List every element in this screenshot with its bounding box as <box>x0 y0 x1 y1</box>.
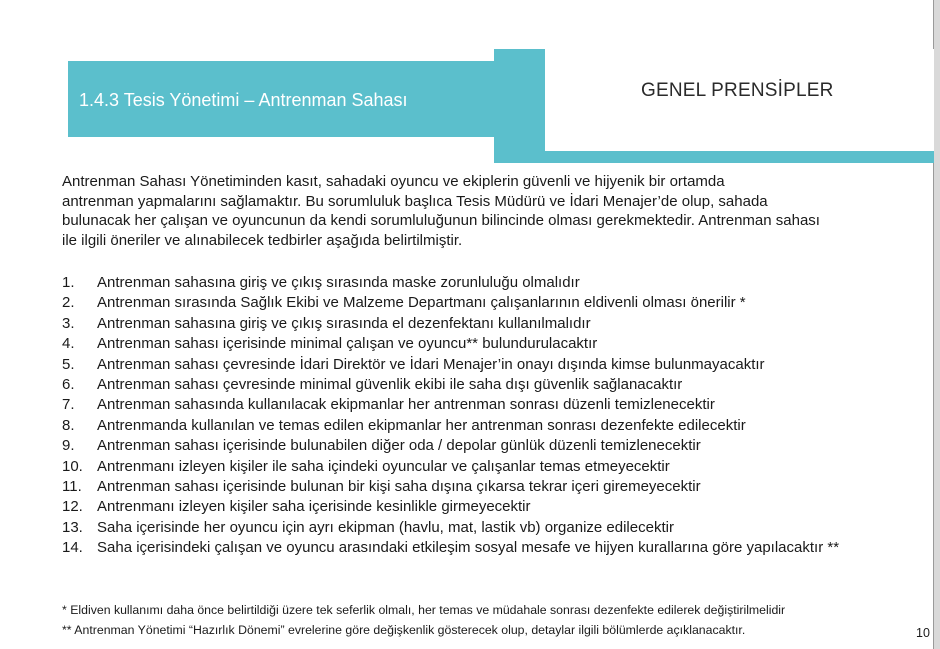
list-item-text: Antrenman sahası çevresinde İdari Direktör ve İdari Menajer’in onayı dışında kimse bulunmayacaktır <box>97 355 765 373</box>
list-item-number: 1. <box>62 274 75 291</box>
chapter-number: 1 <box>572 93 593 134</box>
list-item-text: Antrenmanda kullanılan ve temas edilen ekipmanlar her antrenman sonrası dezenfekte edilecektir <box>97 416 746 434</box>
footnote: ** Antrenman Yönetimi “Hazırlık Dönemi” evrelerine göre değişkenlik gösterecek olup, detaylar ilgili bölümlerde açıklanacaktır. <box>62 623 746 637</box>
intro-line: Antrenman Sahası Yönetiminden kasıt, sahadaki oyuncu ve ekiplerin güvenli ve hijyenik bir ortamda <box>62 173 725 190</box>
intro-line: ile ilgili öneriler ve alınabilecek tedbirler aşağıda belirtilmiştir. <box>62 231 463 249</box>
list-item-text: Antrenman sahasına giriş ve çıkış sırasında maske zorunluluğu olmalıdır <box>97 274 580 291</box>
footnotes <box>62 600 934 640</box>
list-item-number: 5. <box>62 355 75 373</box>
list-item <box>62 273 932 293</box>
list-item-number: 2. <box>62 294 75 312</box>
list-item-number: 10. <box>62 457 83 475</box>
list-item-number: 13. <box>62 518 83 536</box>
list-item-text: Antrenman sahası içerisinde bulunabilen diğer oda / depolar günlük düzenli temizlenecektir <box>97 437 701 455</box>
intro-line: bulunacak her çalışan ve oyuncunun da kendi sorumluluğunun bilincinde olması gerekmektedir. Antrenman sahası <box>62 212 820 229</box>
list-item-number: 12. <box>62 498 83 516</box>
list-item <box>62 355 932 375</box>
list-item-text: Antrenman sahası içerisinde bulunan bir kişi saha dışına çıkarsa tekrar içeri giremeyecektir <box>97 477 701 495</box>
list-item-number: 9. <box>62 437 75 455</box>
list-item <box>62 334 932 354</box>
list-item-text: Saha içerisinde her oyuncu için ayrı ekipman (havlu, mat, lastik vb) organize edilecektir <box>97 518 674 536</box>
list-item <box>62 314 932 334</box>
list-item-text: Antrenmanı izleyen kişiler ile saha içindeki oyuncular ve çalışanlar temas etmeyecektir <box>97 457 670 475</box>
intro-paragraph <box>62 172 924 250</box>
list-item-text: Antrenman sahasında kullanılacak ekipmanlar her antrenman sonrası düzenli temizlenecektir <box>97 396 715 414</box>
list-item-text: Antrenman sahası içerisinde minimal çalışan ve oyuncu** bulundurulacaktır <box>97 335 598 353</box>
list-item-number: 7. <box>62 396 75 414</box>
chapter-title: GENEL PRENSİPLER <box>641 80 834 101</box>
list-item-text: Antrenman sahası çevresinde minimal güvenlik ekibi ile saha dışı güvenlik sağlanacaktır <box>97 375 683 393</box>
list-item <box>62 293 932 313</box>
page-edge <box>934 0 940 649</box>
page-number: 10 <box>916 626 930 640</box>
list-item <box>62 457 932 477</box>
list-item <box>62 395 932 415</box>
list-item-text: Antrenman sırasında Sağlık Ekibi ve Malzeme Departmanı çalışanlarının eldivenli olması önerilir * <box>97 294 746 312</box>
measures-list <box>62 273 932 558</box>
intro-line: antrenman yapmalarını sağlamaktır. Bu sorumluluk başlıca Tesis Müdürü ve İdari Menajer’de olup, sahada <box>62 192 768 210</box>
list-item-number: 4. <box>62 335 75 353</box>
list-item <box>62 416 932 436</box>
list-item <box>62 436 932 456</box>
list-item <box>62 477 932 497</box>
list-item-number: 14. <box>62 539 83 557</box>
list-item <box>62 538 932 558</box>
list-item <box>62 375 932 395</box>
list-item <box>62 518 932 538</box>
list-item-number: 3. <box>62 314 75 332</box>
list-item-text: Saha içerisindeki çalışan ve oyuncu arasındaki etkileşim sosyal mesafe ve hijyen kurallarına göre yapılacaktır ** <box>97 539 840 557</box>
section-title: 1.4.3 Tesis Yönetimi – Antrenman Sahası <box>79 90 408 110</box>
list-item-number: 6. <box>62 375 75 393</box>
list-item-number: 8. <box>62 416 75 434</box>
list-item-text: Antrenman sahasına giriş ve çıkış sırasında el dezenfektanı kullanılmalıdır <box>97 314 591 332</box>
list-item <box>62 497 932 517</box>
footnote: * Eldiven kullanımı daha önce belirtildiği üzere tek seferlik olmalı, her temas ve müdahale sonrası dezenfekte edilerek değiştirilmelidir <box>62 603 786 617</box>
list-item-number: 11. <box>62 477 82 495</box>
list-item-text: Antrenmanı izleyen kişiler saha içerisinde kesinlikle girmeyecektir <box>97 498 531 516</box>
